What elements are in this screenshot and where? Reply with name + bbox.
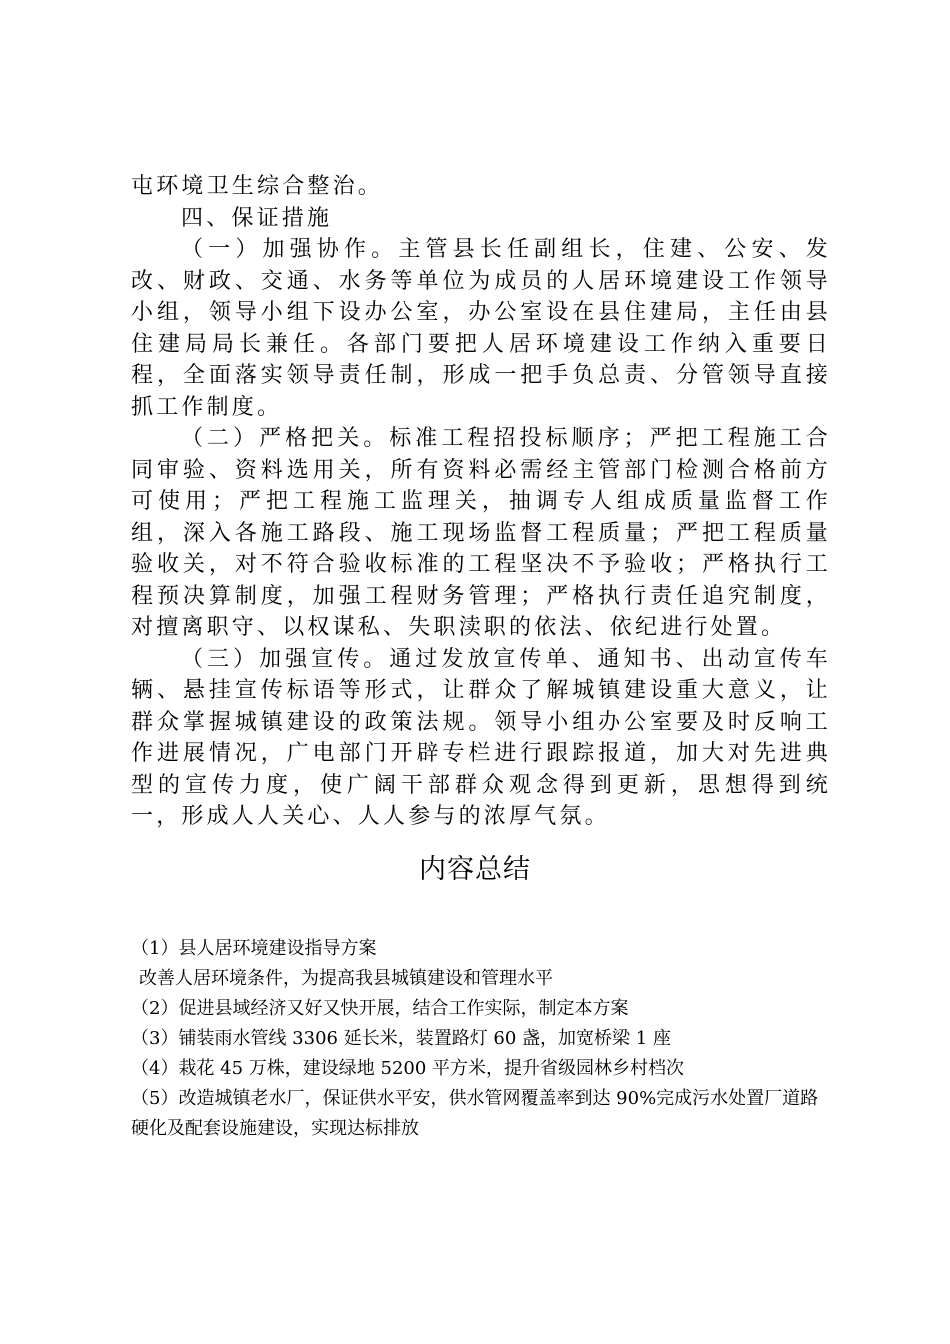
summary-item: （5）改造城镇老水厂，保证供水平安，供水管网覆盖率到达 90%完成污水处置厂道路硬化及配套设施建设，实现达标排放 [131,1088,819,1139]
summary-item: 改善人居环境条件，为提高我县城镇建设和管理水平 [139,968,553,989]
document-body [131,171,831,833]
paragraph-strengthen-publicity: （三）加强宣传。通过发放宣传单、通知书、出动宣传车辆、悬挂宣传标语等形式，让群众了解城镇建设重大意义，让群众掌握城镇建设的政策法规。领导小组办公室要及时反响工作进展情况，广电部门开辟专栏进行跟踪报道，加大对先进典型的宣传力度，使广阔干部群众观念得到更新，思想得到统一，形成人人关心、人人参与的浓厚气氛。 [131,646,831,829]
paragraph-strengthen-cooperation: （一）加强协作。主管县长任副组长，住建、公安、发改、财政、交通、水务等单位为成员的人居环境建设工作领导小组，领导小组下设办公室，办公室设在县住建局，主任由县住建局局长兼任。各部门要把人居环境建设工作纳入重要日程，全面落实领导责任制，形成一把手负总责、分管领导直接抓工作制度。 [131,237,831,420]
summary-item: （4）栽花 45 万株，建设绿地 5200 平方米，提升省级园林乡村档次 [131,1058,685,1079]
summary-item: （3）铺装雨水管线 3306 延长米，装置路灯 60 盏，加宽桥梁 1 座 [131,1028,671,1049]
summary-item: （1）县人居环境建设指导方案 [131,938,377,959]
summary-title: 内容总结 [419,854,531,885]
section-heading-guarantee-measures: 四、保证措施 [181,205,333,231]
summary-list [131,934,831,1144]
paragraph-strict-control: （二）严格把关。标准工程招投标顺序；严把工程施工合同审验、资料选用关，所有资料必需经主管部门检测合格前方可使用；严把工程施工监理关，抽调专人组成质量监督工作组，深入各施工路段、施工现场监督工程质量；严把工程质量验收关，对不符合验收标准的工程坚决不予验收；严格执行工程预决算制度，加强工程财务管理；严格执行责任追究制度，对擅离职守、以权谋私、失职渎职的依法、依纪进行处置。 [131,426,831,640]
summary-item: （2）促进县域经济又好又快开展，结合工作实际，制定本方案 [131,998,629,1019]
paragraph-continuation: 屯环境卫生综合整治。 [131,174,384,199]
